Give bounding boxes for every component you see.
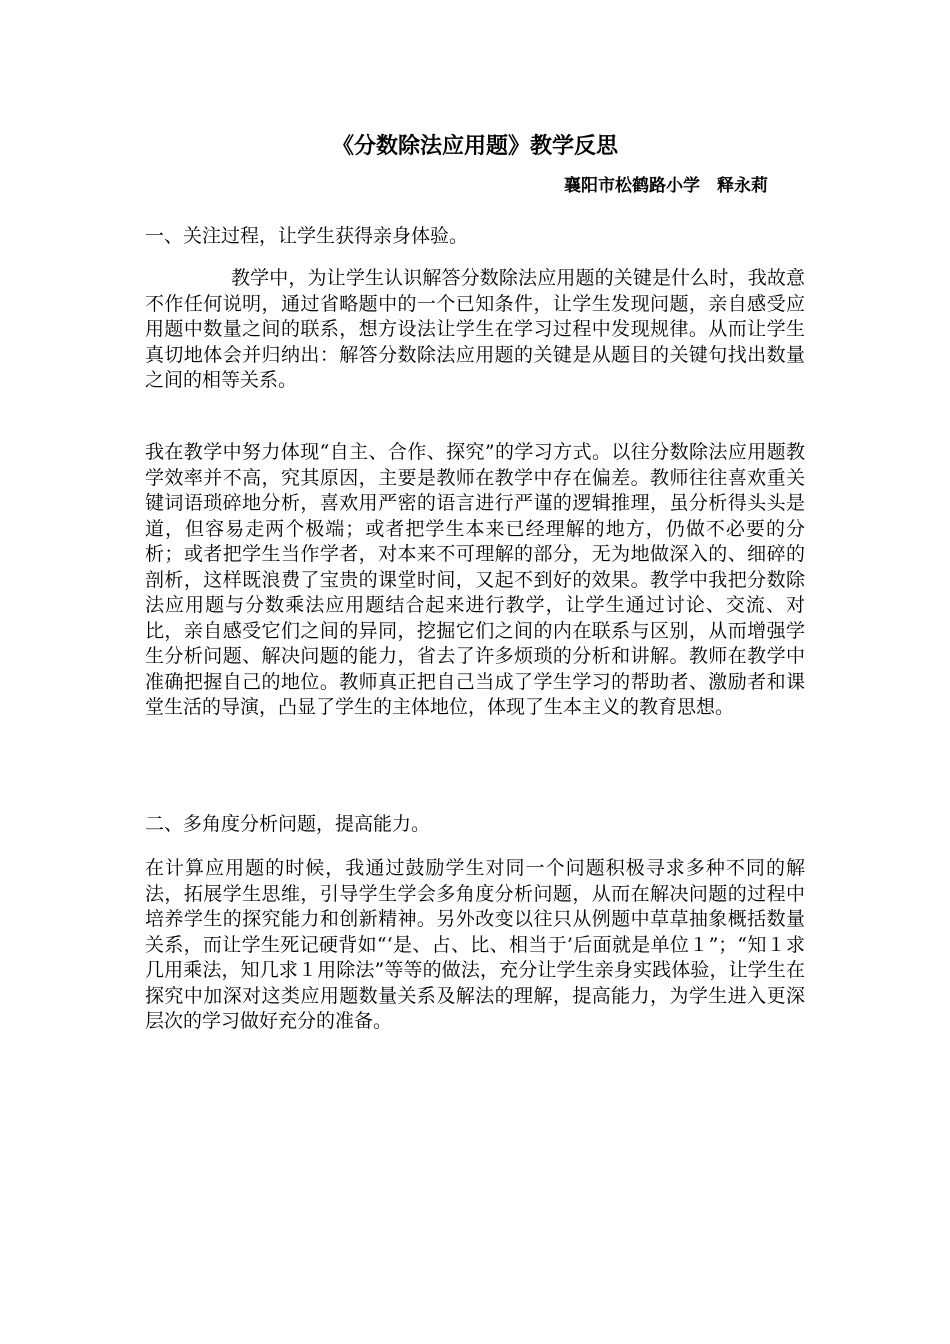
document-title: 《分数除法应用题》教学反思 bbox=[331, 134, 618, 159]
paragraph-1: 教学中，为让学生认识解答分数除法应用题的关键是什么时，我故意不作任何说明，通过省略题中的一个已知条件，让学生发现问题，亲自感受应用题中数量之间的联系，想方设法让学生在学习过程中发现规律。从而让学生真切地体会并归纳出：解答分数除法应用题的关键是从题目的关键句找出数量之间的相等关系。 bbox=[145, 267, 805, 391]
section-heading-1: 一、关注过程，让学生获得亲身体验。 bbox=[145, 225, 469, 247]
author-line: 襄阳市松鹤路小学 释永莉 bbox=[564, 176, 768, 196]
section-heading-2: 二、多角度分析问题，提高能力。 bbox=[145, 813, 431, 835]
paragraph-2: 我在教学中努力体现“自主、合作、探究”的学习方式。以往分数除法应用题教学效率并不高，究其原因，主要是教师在教学中存在偏差。教师往往喜欢重关键词语琐碎地分析，喜欢用严密的语言进行严谨的逻辑推理，虽分析得头头是道，但容易走两个极端；或者把学生本来已经理解的地方，仍做不必要的分析；或者把学生当作学者，对本来不可理解的部分，无为地做深入的、细碎的剖析，这样既浪费了宝贵的课堂时间，又起不到好的效果。教学中我把分数除法应用题与分数乘法应用题结合起来进行教学，让学生通过讨论、交流、对比，亲自感受它们之间的异同，挖掘它们之间的内在联系与区别，从而增强学生分析问题、解决问题的能力，省去了许多烦琐的分析和讲解。教师在教学中准确把握自己的地位。教师真正把自己当成了学生学习的帮助者、激励者和课堂生活的导演，凸显了学生的主体地位，体现了生本主义的教育思想。 bbox=[145, 441, 805, 718]
paragraph-3: 在计算应用题的时候，我通过鼓励学生对同一个问题积极寻求多种不同的解法，拓展学生思维，引导学生学会多角度分析问题，从而在解决问题的过程中培养学生的探究能力和创新精神。另外改变以往只从例题中草草抽象概括数量关系，而让学生死记硬背如“‘是、占、比、相当于’后面就是单位１”；“知１求几用乘法，知几求１用除法”等等的做法，充分让学生亲身实践体验，让学生在探究中加深对这类应用题数量关系及解法的理解，提高能力，为学生进入更深层次的学习做好充分的准备。 bbox=[145, 857, 805, 1032]
